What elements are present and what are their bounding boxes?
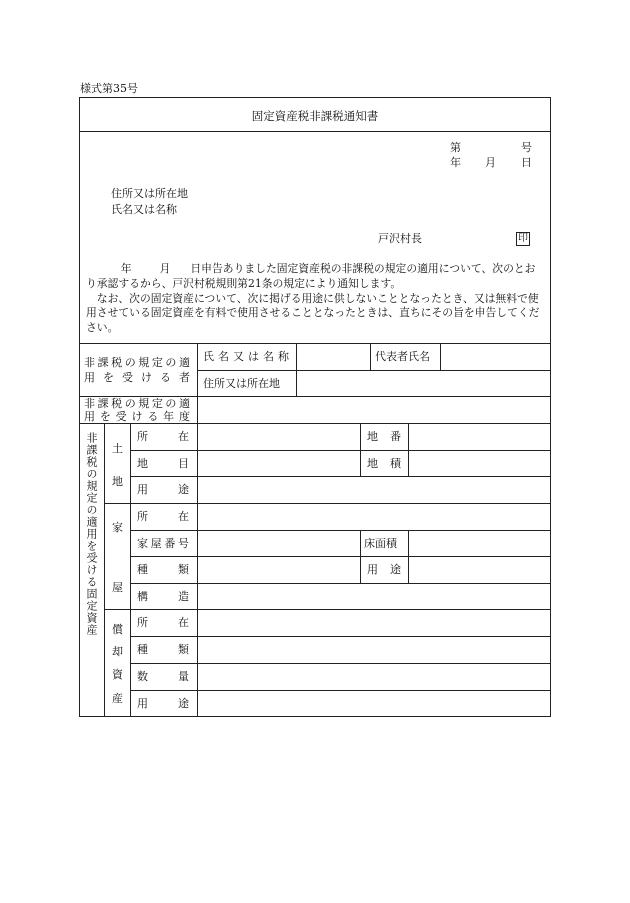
depreciable-use-label: 用途 — [137, 697, 189, 710]
approval-paragraph: 年 月 日申告ありました固定資産税の非課税の規定の適用について、次のとおり承認するから、戸沢村税規則第21条の規定により通知します。 — [86, 262, 536, 290]
house-kind-label: 種類 — [137, 563, 189, 576]
land-use-label: 用途 — [137, 483, 189, 496]
row-line — [130, 556, 551, 557]
col-line — [296, 343, 297, 396]
recipient-label-line1: 非課税の規定の適 — [84, 356, 190, 369]
asset-side-label: 非課税の規定の適用を受ける固定資産 — [85, 432, 98, 636]
notice-body — [86, 262, 546, 336]
row-line — [130, 690, 551, 691]
name-label: 氏名又は名称 — [203, 350, 289, 363]
year-label-line1: 非課税の規定の適 — [84, 397, 190, 410]
depreciable-quantity-label: 数量 — [137, 670, 189, 683]
depreciable-kind-label: 種類 — [137, 643, 189, 656]
row-line — [104, 503, 551, 504]
issuer-title: 戸沢村長 — [378, 232, 422, 245]
house-group-bottom: 屋 — [112, 581, 123, 594]
row-line — [130, 663, 551, 664]
row-line — [104, 609, 551, 610]
depreciable-location-label: 所在 — [137, 616, 189, 629]
land-location-label: 所在 — [137, 430, 189, 443]
floor-area-label: 床面積 — [364, 537, 397, 550]
col-line — [197, 343, 198, 717]
house-location-label: 所在 — [137, 510, 189, 523]
land-area-label: 地積 — [367, 457, 401, 470]
col-line — [408, 423, 409, 476]
recipient-label-line2: 用を受ける者 — [84, 371, 190, 384]
divider-body — [79, 343, 551, 344]
land-group-1: 土 — [112, 442, 123, 455]
document-title: 固定資産税非課税通知書 — [251, 109, 379, 123]
obligation-paragraph: なお、次の固定資産について、次に掲げる用途に供しないこととなったとき、又は無料で使用させている固定資産を有料で使用させることとなったときは、直ちにその旨を申告してください。 — [86, 291, 540, 335]
representative-label: 代表者氏名 — [375, 350, 430, 363]
col-line — [440, 343, 441, 370]
col-line — [130, 423, 131, 717]
row-line — [130, 583, 551, 584]
col-line — [370, 343, 371, 370]
col-line — [360, 423, 361, 476]
addressee-address-label: 住所又は所在地 — [111, 187, 188, 200]
col-line — [408, 530, 409, 583]
house-number-label: 家屋番号 — [137, 537, 189, 550]
land-category-label: 地目 — [137, 457, 189, 470]
seal-mark: 印 — [518, 233, 528, 244]
col-line — [360, 530, 361, 583]
row-line — [130, 530, 551, 531]
house-use-label: 用途 — [367, 563, 401, 576]
col-line — [104, 423, 105, 717]
number-suffix: 号 — [521, 141, 532, 154]
date-year: 年 — [450, 156, 461, 169]
land-group-2: 地 — [112, 475, 123, 488]
number-prefix: 第 — [450, 141, 461, 154]
land-lot-label: 地番 — [367, 430, 401, 443]
house-group-top: 家 — [112, 521, 123, 534]
depreciable-group-2: 却 — [112, 645, 123, 658]
depreciable-group-3: 資 — [112, 668, 123, 681]
row-line — [130, 450, 551, 451]
divider-recipient — [197, 370, 551, 371]
house-structure-label: 構造 — [137, 590, 189, 603]
recipient-address-label: 住所又は所在地 — [203, 377, 280, 390]
date-day: 日 — [521, 156, 532, 169]
row-line — [130, 636, 551, 637]
depreciable-group-1: 償 — [112, 623, 123, 636]
year-label-line2: 用を受ける年度 — [84, 410, 190, 423]
depreciable-group-4: 産 — [112, 692, 123, 705]
addressee-name-label: 氏名又は名称 — [111, 203, 177, 216]
row-line — [130, 476, 551, 477]
form-number: 様式第35号 — [80, 82, 138, 95]
date-month: 月 — [485, 156, 496, 169]
divider-title — [79, 131, 551, 132]
